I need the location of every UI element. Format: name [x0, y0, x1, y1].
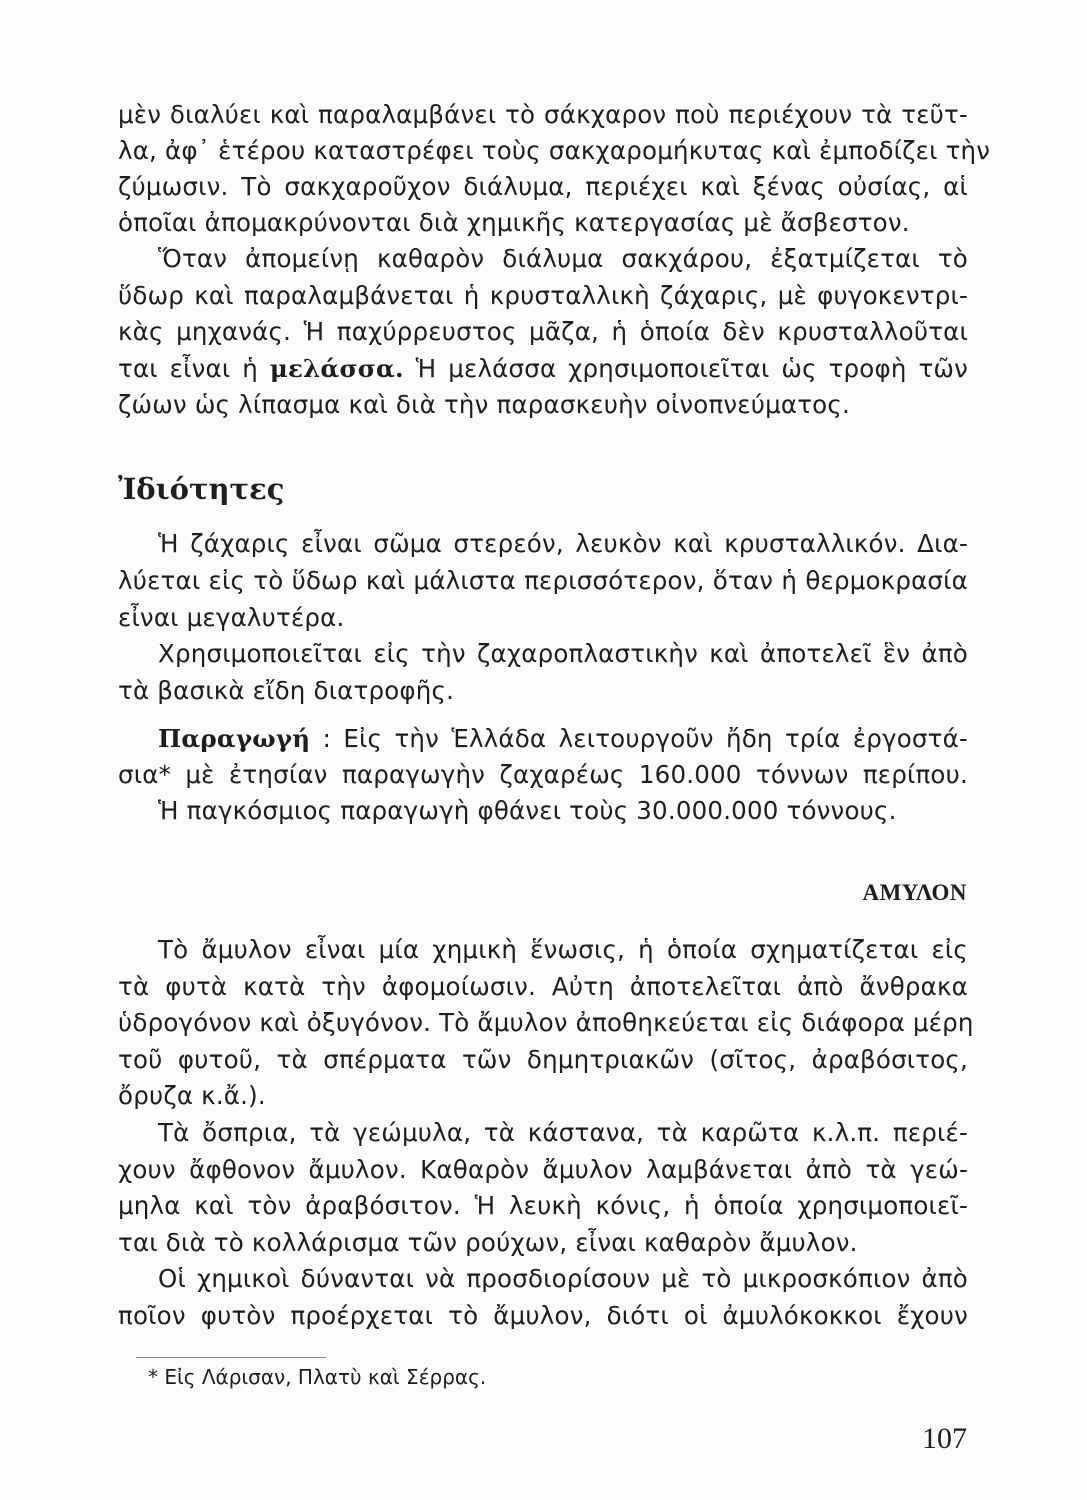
text-line: λύεται εἰς τὸ ὕδωρ καὶ μάλιστα περισσότερον, ὅταν ἡ θερμοκρασία — [118, 566, 968, 595]
bold-term-melassa: μελάσσα. — [269, 354, 404, 383]
text-span: Ἡ μελάσσα χρησιμοποιεῖται ὡς τροφὴ τῶν — [403, 354, 968, 383]
text-line: Ὅταν ἀπομείνῃ καθαρὸν διάλυμα σακχάρου, ἐξατμίζεται τὸ — [158, 244, 968, 273]
section-title: ΑΜΥΛΟΝ — [862, 880, 967, 905]
text-line: Ἡ ζάχαρις εἶναι σῶμα στερεόν, λευκὸν καὶ κρυσταλλικόν. Δια- — [158, 529, 968, 558]
text-line: ὄρυζα κ.ἄ.). — [118, 1081, 266, 1110]
text-line: μὲν διαλύει καὶ παραλαμβάνει τὸ σάκχαρον ποὺ περιέχουν τὰ τεῦτ- — [118, 100, 968, 129]
footnote: * Εἰς Λάρισαν, Πλατὺ καὶ Σέρρας. — [148, 1365, 487, 1389]
text-span: ται εἶναι ἡ — [118, 354, 270, 383]
text-line: ζώων ὡς λίπασμα καὶ διὰ τὴν παρασκευὴν οἰνοπνεύματος. — [118, 390, 850, 419]
text-line: μηλα καὶ τὸν ἀραβόσιτον. Ἡ λευκὴ κόνις, ἡ ὁποία χρησιμοποιεῖ- — [118, 1191, 968, 1220]
text-line: Τὰ ὄσπρια, τὰ γεώμυλα, τὰ κάστανα, τὰ καρῶτα κ.λ.π. περιέ- — [158, 1118, 968, 1147]
text-line: ποῖον φυτὸν προέρχεται τὸ ἄμυλον, διότι οἱ ἀμυλόκοκκοι ἔχουν — [118, 1301, 968, 1330]
text-line: Χρησιμοποιεῖται εἰς τὴν ζαχαροπλαστικὴν καὶ ἀποτελεῖ ἓν ἀπὸ — [158, 639, 968, 668]
text-line: τὰ βασικὰ εἴδη διατροφῆς. — [118, 676, 455, 705]
section-heading: Ἰδιότητες — [118, 472, 285, 506]
text-line: Τὸ ἄμυλον εἶναι μία χημικὴ ἕνωσις, ἡ ὁποία σχηματίζεται εἰς — [158, 935, 968, 964]
text-line: ὑδρογόνον καὶ ὀξυγόνον. Τὸ ἄμυλον ἀποθηκεύεται εἰς διάφορα μέρη — [118, 1008, 974, 1037]
text-line: εἶναι μεγαλυτέρα. — [118, 603, 345, 632]
page-number: 107 — [922, 1422, 967, 1455]
production-label: Παραγωγή — [158, 724, 311, 753]
footnote-divider — [136, 1357, 326, 1358]
text-line: τοῦ φυτοῦ, τὰ σπέρματα τῶν δημητριακῶν (σῖτος, ἀραβόσιτος, — [118, 1045, 968, 1074]
text-line: Οἱ χημικοὶ δύνανται νὰ προσδιορίσουν μὲ τὸ μικροσκόπιον ἀπὸ — [158, 1264, 968, 1293]
text-line — [158, 721, 968, 757]
text-line — [118, 351, 968, 387]
text-line: ὕδωρ καὶ παραλαμβάνεται ἡ κρυσταλλικὴ ζάχαρις, μὲ φυγοκεντρι- — [118, 281, 968, 310]
text-line: σια* μὲ ἐτησίαν παραγωγὴν ζαχαρέως 160.000 τόννων περίπου. — [118, 760, 968, 789]
text-line: κὰς μηχανάς. Ἡ παχύρρευστος μᾶζα, ἡ ὁποία δὲν κρυσταλλοῦται — [118, 317, 968, 346]
text-line: Ἡ παγκόσμιος παραγωγὴ φθάνει τοὺς 30.000.000 τόννους. — [158, 796, 897, 825]
text-line: χουν ἄφθονον ἄμυλον. Καθαρὸν ἄμυλον λαμβάνεται ἀπὸ τὰ γεώ- — [118, 1155, 968, 1184]
text-line: ὁποῖαι ἀπομακρύνονται διὰ χημικῆς κατεργασίας μὲ ἄσβεστον. — [118, 208, 910, 237]
text-line: λα, ἀφ᾽ ἑτέρου καταστρέφει τοὺς σακχαρομήκυτας καὶ ἐμποδίζει τὴν — [118, 136, 991, 165]
text-line: ζύμωσιν. Τὸ σακχαροῦχον διάλυμα, περιέχει καὶ ξένας οὐσίας, αἱ — [118, 172, 968, 201]
text-line: τὰ φυτὰ κατὰ τὴν ἀφομοίωσιν. Αὐτη ἀποτελεῖται ἀπὸ ἄνθρακα — [118, 972, 968, 1001]
text-line: ται διὰ τὸ κολλάρισμα τῶν ρούχων, εἶναι καθαρὸν ἄμυλον. — [118, 1228, 858, 1257]
text-span: : Εἰς τὴν Ἑλλάδα λειτουργοῦν ἤδη τρία ἐργοστά- — [310, 724, 968, 753]
